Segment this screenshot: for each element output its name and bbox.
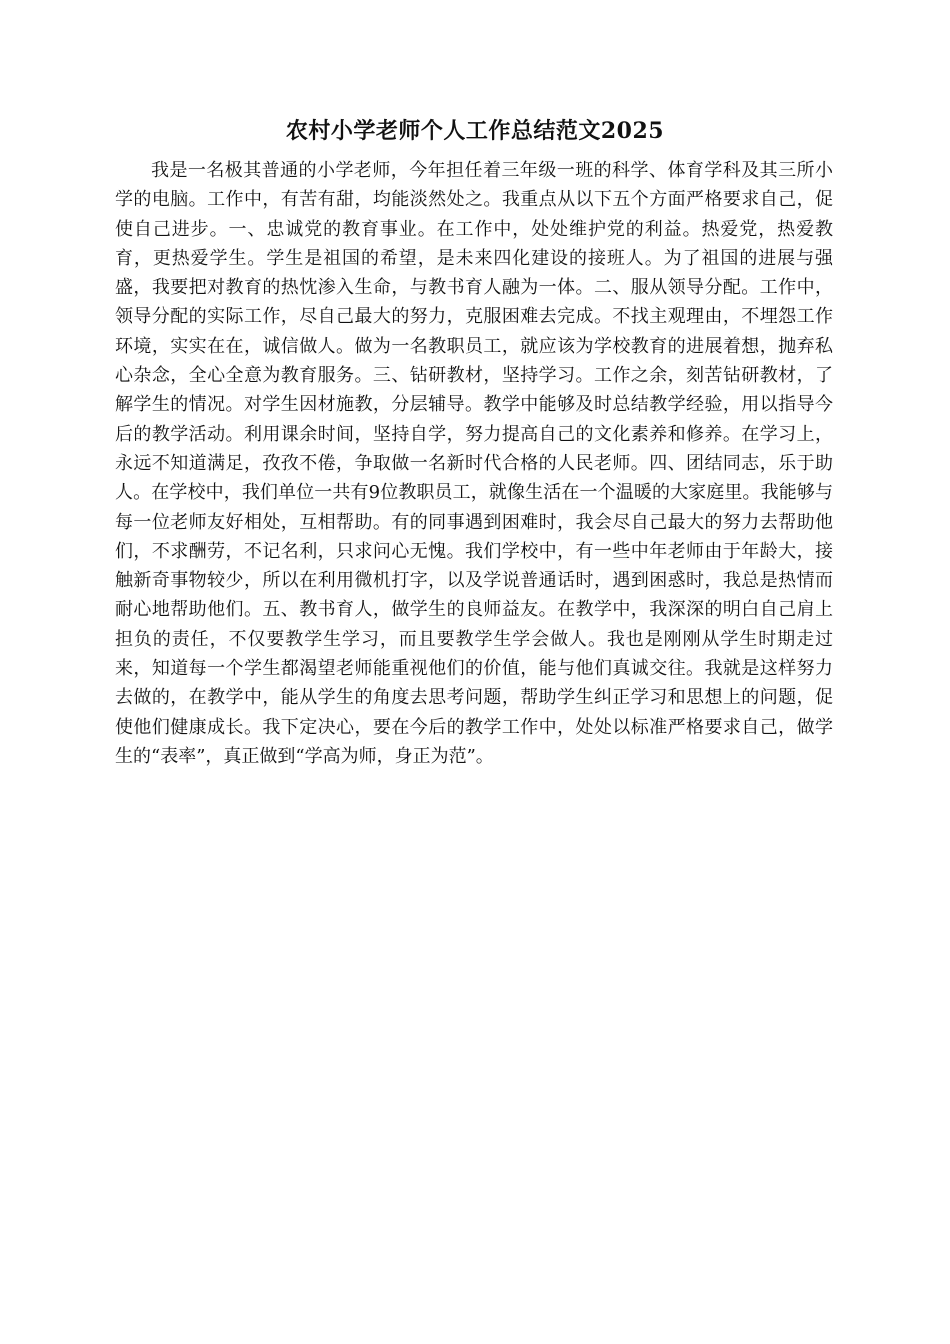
document-body-paragraph: 我是一名极其普通的小学老师，今年担任着三年级一班的科学、体育学科及其三所小学的电脑。工作中，有苦有甜，均能淡然处之。我重点从以下五个方面严格要求自己，促使自己进步。一、忠诚党的教育事业。在工作中，处处维护党的利益。热爱党，热爱教育，更热爱学生。学生是祖国的希望，是未来四化建设的接班人。为了祖国的进展与强盛，我要把对教育的热忱渗入生命，与教书育人融为一体。二、服从领导分配。工作中，领导分配的实际工作，尽自己最大的努力，克服困难去完成。不找主观理由，不埋怨工作环境，实实在在，诚信做人。做为一名教职员工，就应该为学校教育的进展着想，抛弃私心杂念，全心全意为教育服务。三、钻研教材，坚持学习。工作之余，刻苦钻研教材，了解学生的情况。对学生因材施教，分层辅导。教学中能够及时总结教学经验，用以指导今后的教学活动。利用课余时间，坚持自学，努力提高自己的文化素养和修养。在学习上，永远不知道满足，孜孜不倦，争取做一名新时代合格的人民老师。四、团结同志，乐于助人。在学校中，我们单位一共有9位教职员工，就像生活在一个温暖的大家庭里。我能够与每一位老师友好相处，互相帮助。有的同事遇到困难时，我会尽自己最大的努力去帮助他们，不求酬劳，不记名利，只求问心无愧。我们学校中，有一些中年老师由于年龄大，接触新奇事物较少，所以在利用微机打字，以及学说普通话时，遇到困惑时，我总是热情而耐心地帮助他们。五、教书育人，做学生的良师益友。在教学中，我深深的明白自己肩上担负的责任，不仅要教学生学习，而且要教学生学会做人。我也是刚刚从学生时期走过来，知道每一个学生都渴望老师能重视他们的价值，能与他们真诚交往。我就是这样努力去做的，在教学中，能从学生的角度去思考问题，帮助学生纠正学习和思想上的问题，促使他们健康成长。我下定决心，要在今后的教学工作中，处处以标准严格要求自己，做学生的“表率”，真正做到“学高为师，身正为范”。 xyxy=(115,160,833,767)
document-title: 农村小学老师个人工作总结范文2025 xyxy=(285,118,665,144)
